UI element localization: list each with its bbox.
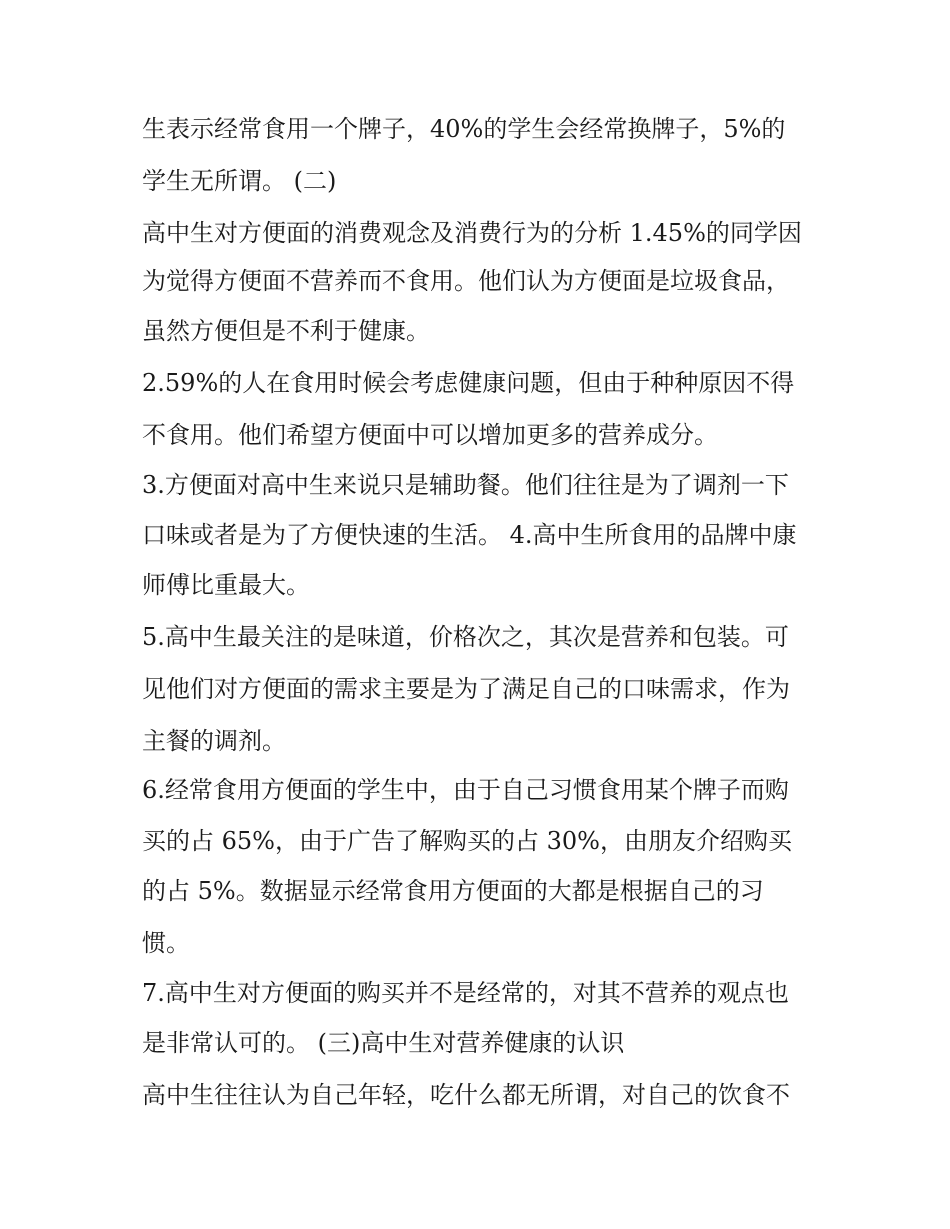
text-line: 生表示经常食用一个牌子，40%的学生会经常换牌子，5%的 [142,115,786,143]
text-line: 6.经常食用方便面的学生中，由于自己习惯食用某个牌子而购 [142,776,789,804]
text-line: 口味或者是为了方便快速的生活。 4.高中生所食用的品牌中康 [142,521,797,549]
text-line: 是非常认可的。 (三)高中生对营养健康的认识 [142,1029,625,1057]
text-line: 为觉得方便面不营养而不食用。他们认为方便面是垃圾食品， [142,267,790,295]
text-line: 惯。 [142,929,190,957]
text-line: 5.高中生最关注的是味道，价格次之，其次是营养和包装。可 [142,623,789,651]
text-line: 主餐的调剂。 [142,727,286,755]
text-line: 2.59%的人在食用时候会考虑健康问题，但由于种种原因不得 [142,369,795,397]
text-line: 不食用。他们希望方便面中可以增加更多的营养成分。 [142,421,718,449]
text-line: 学生无所谓。 (二) [142,167,337,195]
text-line: 高中生对方便面的消费观念及消费行为的分析 1.45%的同学因 [142,219,802,247]
text-line: 的占 5%。数据显示经常食用方便面的大都是根据自己的习 [142,877,764,905]
text-line: 见他们对方便面的需求主要是为了满足自己的口味需求，作为 [142,675,790,703]
text-line: 3.方便面对高中生来说只是辅助餐。他们往往是为了调剂一下 [142,471,789,499]
text-line: 师傅比重最大。 [142,571,310,599]
text-line: 虽然方便但是不利于健康。 [142,317,430,345]
text-line: 7.高中生对方便面的购买并不是经常的，对其不营养的观点也 [142,979,789,1007]
text-line: 高中生往往认为自己年轻，吃什么都无所谓，对自己的饮食不 [142,1081,790,1109]
text-line: 买的占 65%，由于广告了解购买的占 30%，由朋友介绍购买 [142,827,792,855]
